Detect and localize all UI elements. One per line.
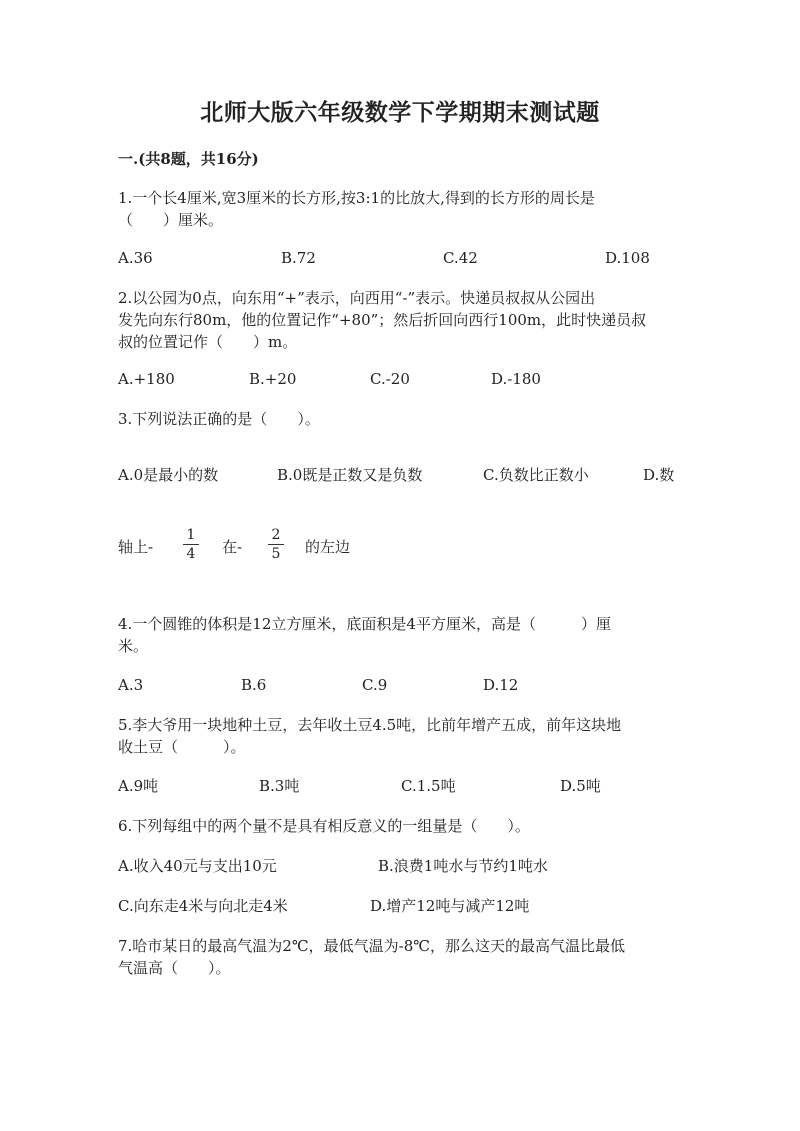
question-7-line-2: 气温高（ ）。	[118, 959, 231, 977]
question-6-option-b: B.浪费1吨水与节约1吨水	[378, 857, 548, 875]
question-3-option-d-continuation-suffix: 的左边	[305, 538, 351, 556]
question-4-option-a: A.3	[118, 676, 144, 694]
page-title: 北师大版六年级数学下学期期末测试题	[200, 99, 600, 126]
question-6-option-a: A.收入40元与支出10元	[118, 857, 277, 875]
fraction-two-fifths	[268, 527, 284, 562]
question-6-option-d: D.增产12吨与减产12吨	[370, 897, 530, 915]
question-5-option-c: C.1.5吨	[401, 777, 456, 795]
question-4-option-c: C.9	[362, 676, 388, 694]
question-4-option-d: D.12	[483, 676, 519, 694]
question-7-line-1: 7.哈市某日的最高气温为2℃，最低气温为-8℃，那么这天的最高气温比最低	[118, 937, 626, 955]
question-4-option-b: B.6	[241, 676, 267, 694]
fraction-denominator: 4	[186, 546, 196, 562]
question-6-line-1: 6.下列每组中的两个量不是具有相反意义的一组量是（ ）。	[118, 817, 530, 835]
question-1-line-1: 1.一个长4厘米,宽3厘米的长方形,按3:1的比放大,得到的长方形的周长是	[118, 189, 595, 207]
question-1-option-b: B.72	[281, 249, 316, 267]
question-1-option-d: D.108	[605, 249, 650, 267]
section-heading: 一.(共8题，共16分)	[118, 150, 259, 168]
question-6-option-c: C.向东走4米与向北走4米	[118, 897, 288, 915]
fraction-bar	[268, 544, 284, 545]
question-2-line-1: 2.以公园为0点，向东用“+”表示，向西用“-”表示。快递员叔叔从公园出	[118, 289, 596, 307]
question-2-line-3: 叔的位置记作（ ）m。	[118, 333, 298, 351]
question-4-line-1: 4.一个圆锥的体积是12立方厘米，底面积是4平方厘米，高是（ ）厘	[118, 615, 611, 633]
question-3-line-1: 3.下列说法正确的是（ ）。	[118, 410, 320, 428]
question-1-line-2: （ ）厘米。	[118, 211, 224, 229]
question-2-option-b: B.+20	[249, 370, 297, 388]
question-3-option-c: C.负数比正数小	[483, 466, 589, 484]
question-2-option-c: C.-20	[370, 370, 410, 388]
question-3-option-d-continuation-prefix: 轴上-	[118, 538, 154, 556]
question-2-line-2: 发先向东行80m，他的位置记作“+80”；然后折回向西行100m，此时快递员叔	[118, 311, 647, 329]
question-5-line-1: 5.李大爷用一块地种土豆，去年收土豆4.5吨，比前年增产五成，前年这块地	[118, 716, 622, 734]
question-1-option-a: A.36	[118, 249, 153, 267]
question-5-option-a: A.9吨	[118, 777, 159, 795]
question-3-option-b: B.0既是正数又是负数	[277, 466, 423, 484]
question-5-line-2: 收土豆（ ）。	[118, 738, 246, 756]
question-2-option-d: D.-180	[491, 370, 541, 388]
fraction-bar	[183, 544, 199, 545]
question-5-option-d: D.5吨	[560, 777, 601, 795]
question-2-option-a: A.+180	[118, 370, 175, 388]
fraction-numerator: 1	[186, 527, 196, 543]
question-3-option-d: D.数	[643, 466, 675, 484]
question-5-option-b: B.3吨	[259, 777, 300, 795]
question-4-line-2: 米。	[118, 637, 149, 655]
question-1-option-c: C.42	[443, 249, 478, 267]
fraction-numerator: 2	[271, 527, 281, 543]
question-3-option-a: A.0是最小的数	[118, 466, 219, 484]
fraction-denominator: 5	[271, 546, 281, 562]
fraction-one-quarter	[183, 527, 199, 562]
question-3-option-d-continuation-mid: 在-	[222, 538, 243, 556]
